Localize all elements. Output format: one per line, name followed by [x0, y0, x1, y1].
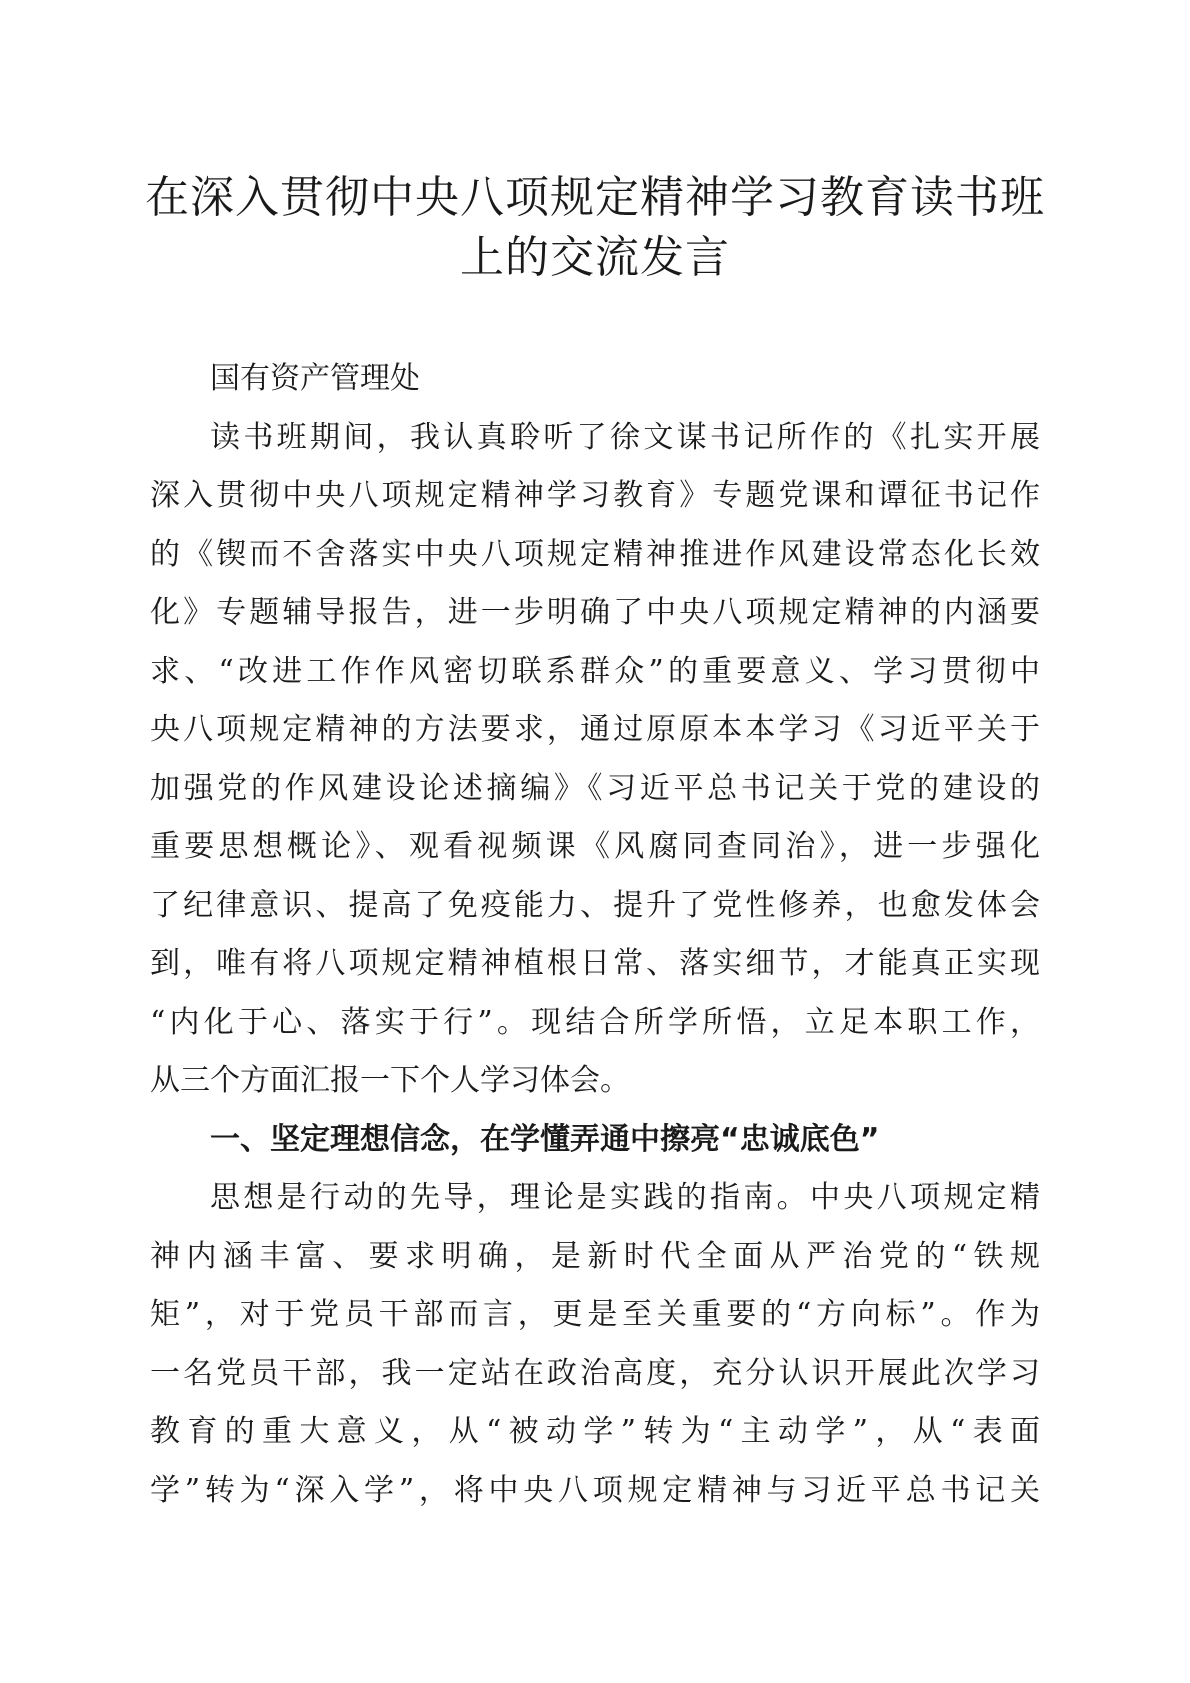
author-line: 国有资产管理处	[210, 361, 420, 396]
paragraph-line: 思想是行动的先导，理论是实践的指南。中央八项规定精	[210, 1180, 1040, 1215]
title-line: 上的交流发言	[460, 232, 730, 283]
paragraph-2	[150, 1169, 1040, 1520]
paragraph-line: 了纪律意识、提高了免疫能力、提升了党性修养，也愈发体会	[150, 887, 1040, 923]
paragraph-line: 读书班期间，我认真聆听了徐文谋书记所作的《扎实开展	[210, 419, 1040, 455]
paragraph-line: 学”转为“深入学”，将中央八项规定精神与习近平总书记关	[150, 1472, 1040, 1508]
document-title	[120, 168, 1070, 288]
paragraph-line: 的《锲而不舍落实中央八项规定精神推进作风建设常态化长效	[150, 536, 1040, 572]
paragraph-line: 求、“改进工作作风密切联系群众”的重要意义、学习贯彻中	[150, 653, 1040, 689]
paragraph-line: 一名党员干部，我一定站在政治高度，充分认识开展此次学习	[150, 1355, 1040, 1391]
document-body	[150, 350, 1040, 1520]
section-heading: 一、坚定理想信念，在学懂弄通中擦亮“忠诚底色”	[210, 1121, 880, 1157]
paragraph-line: 加强党的作风建设论述摘编》《习近平总书记关于党的建设的	[150, 770, 1040, 806]
paragraph-line: 深入贯彻中央八项规定精神学习教育》专题党课和谭征书记作	[150, 478, 1040, 513]
paragraph-line: 化》专题辅导报告，进一步明确了中央八项规定精神的内涵要	[150, 595, 1040, 630]
paragraph-line: 重要思想概论》、观看视频课《风腐同查同治》，进一步强化	[150, 829, 1040, 864]
paragraph-line: “内化于心、落实于行”。现结合所学所悟，立足本职工作，	[150, 1004, 1040, 1040]
paragraph-line: 矩”，对于党员干部而言，更是至关重要的“方向标”。作为	[150, 1297, 1040, 1332]
paragraph-line: 教育的重大意义，从“被动学”转为“主动学”，从“表面	[150, 1414, 1040, 1449]
title-line: 在深入贯彻中央八项规定精神学习教育读书班	[145, 172, 1045, 223]
paragraph-line: 到，唯有将八项规定精神植根日常、落实细节，才能真正实现	[150, 946, 1040, 981]
paragraph-line: 神内涵丰富、要求明确，是新时代全面从严治党的“铁规	[150, 1238, 1040, 1274]
paragraph-line: 从三个方面汇报一下个人学习体会。	[150, 1063, 630, 1098]
paragraph-line: 央八项规定精神的方法要求，通过原原本本学习《习近平关于	[150, 712, 1040, 747]
paragraph-1	[150, 409, 1040, 1111]
